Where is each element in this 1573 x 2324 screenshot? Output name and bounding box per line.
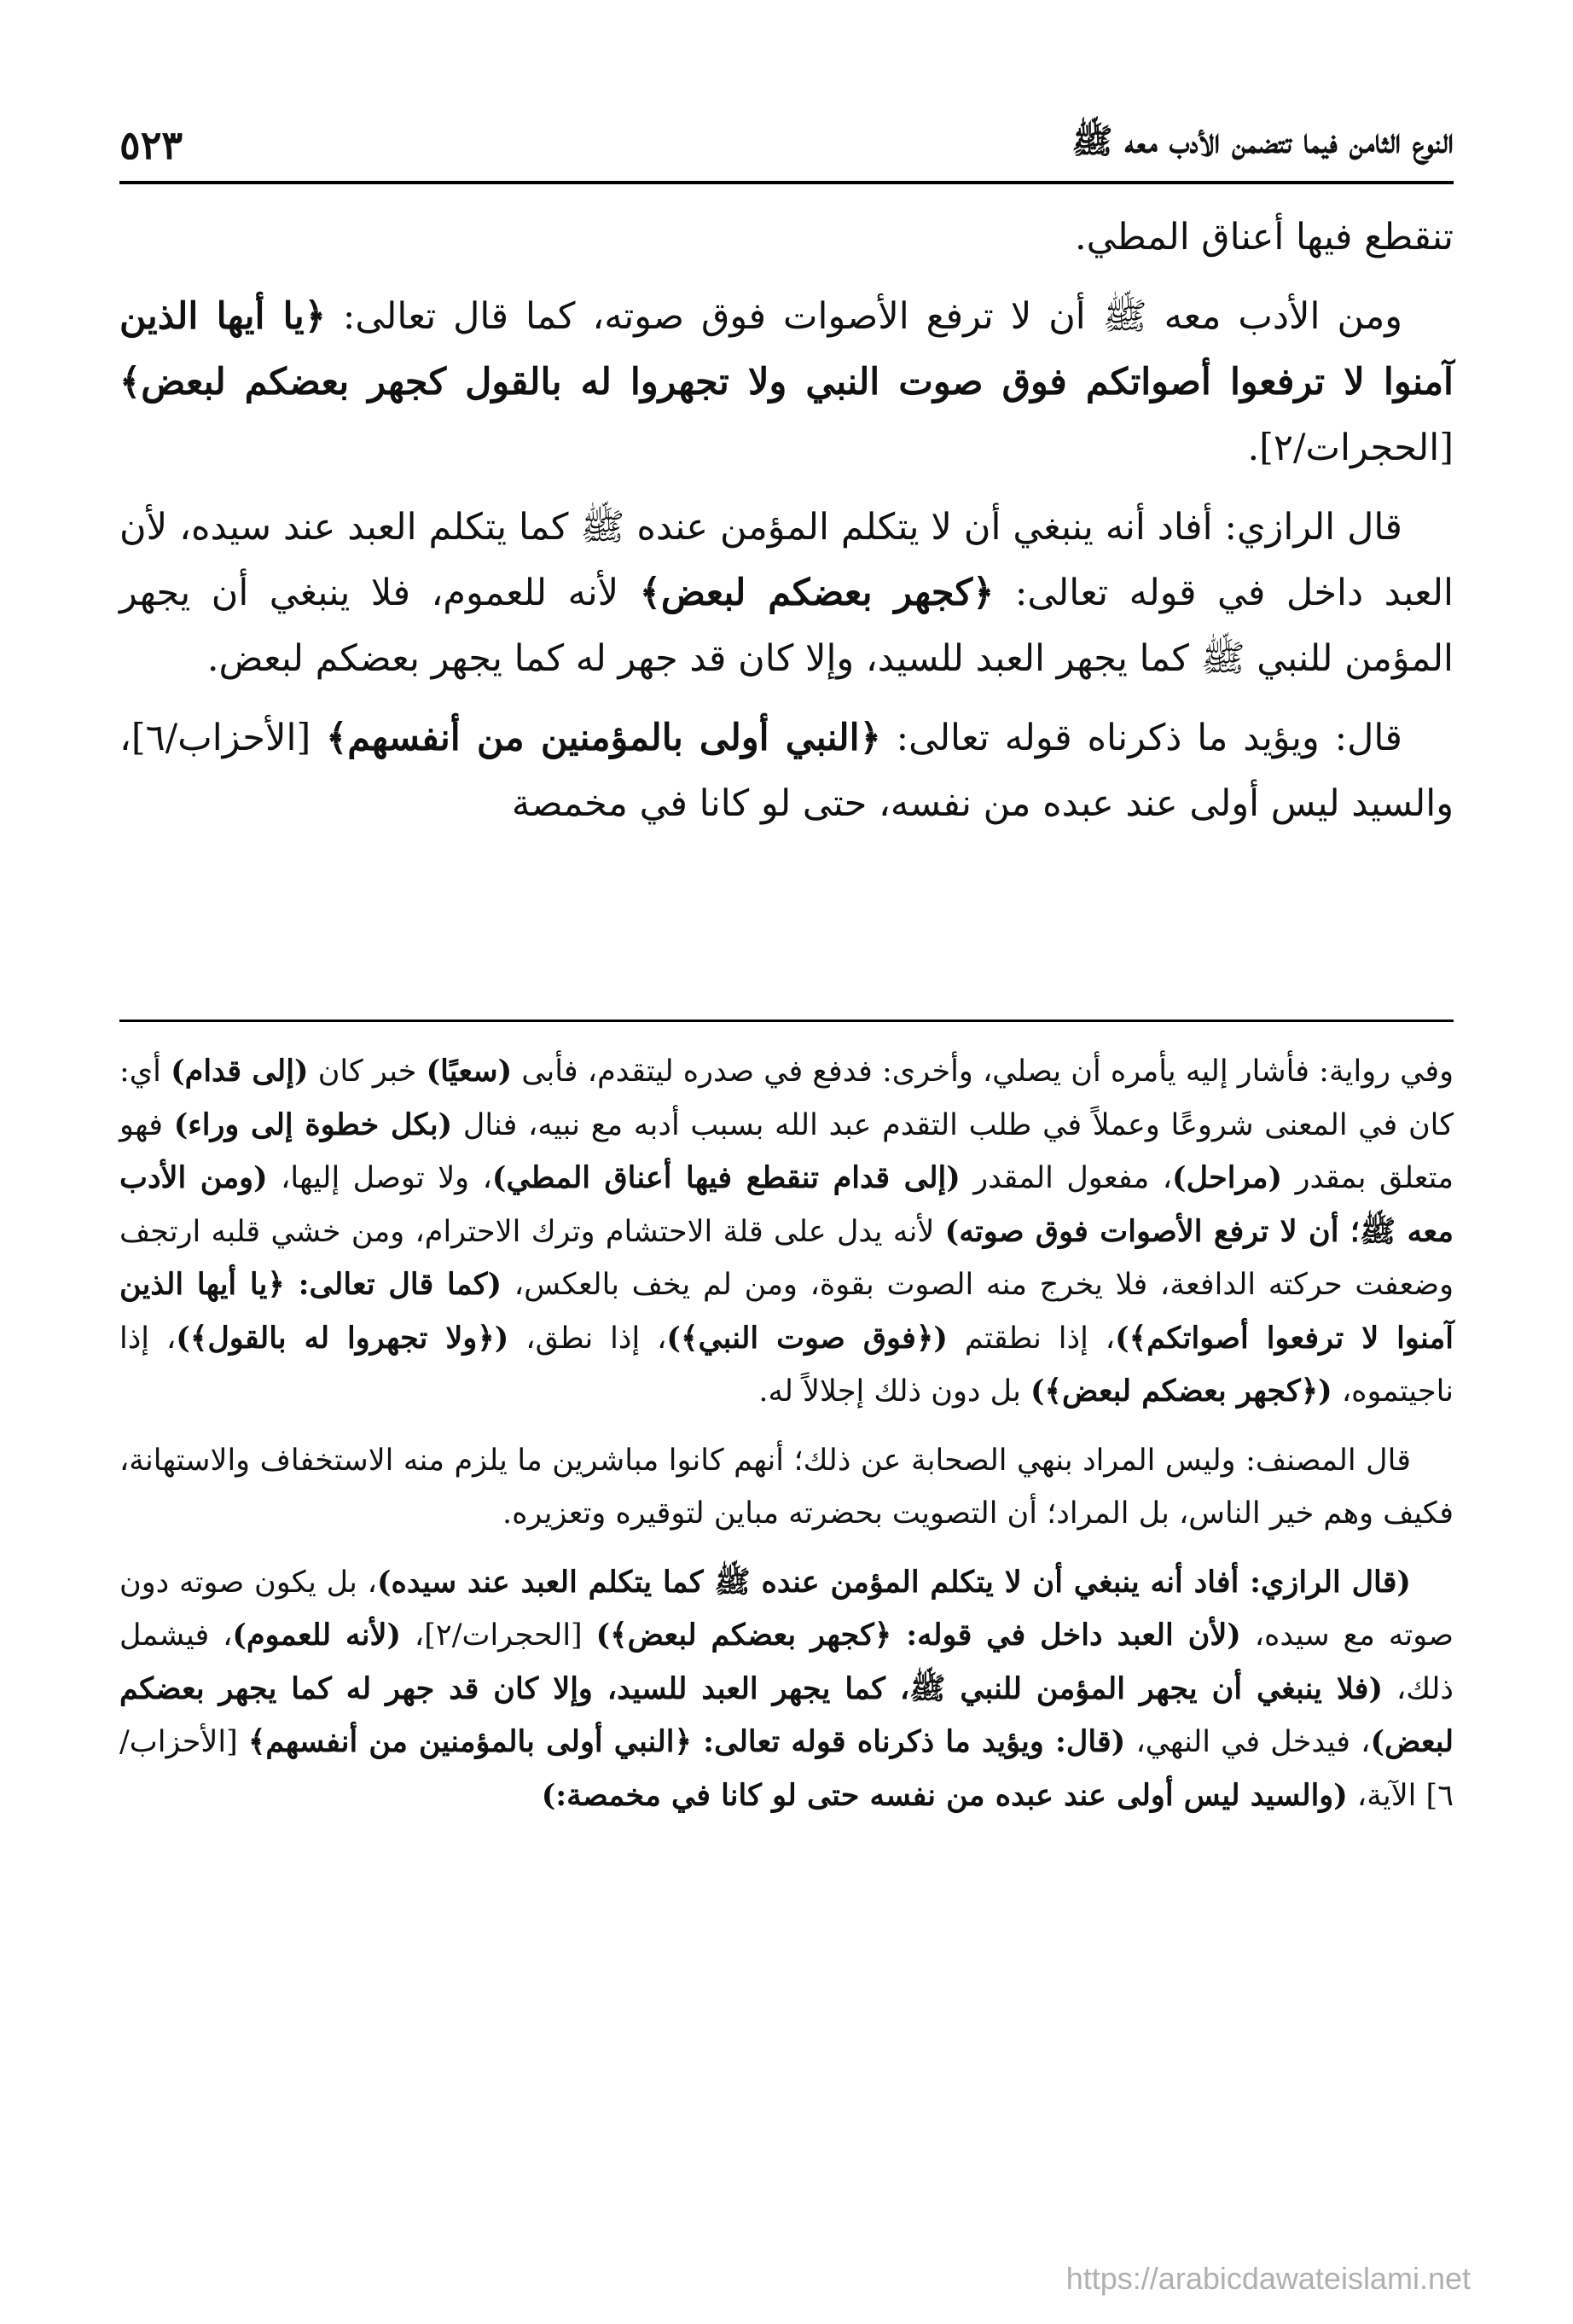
quran-verse: ﴿يا أيها الذين آمنوا لا ترفعوا أصواتكم فوق صوت النبي ولا تجهروا له بالقول كجهر بعضكم لبعض﴾ — [119, 295, 1454, 404]
running-header — [119, 115, 1454, 175]
main-text — [119, 205, 1454, 851]
paragraph-1: تنقطع فيها أعناق المطي. — [1074, 216, 1454, 259]
paragraph-4: قال: ويؤيد ما ذكرناه قوله تعالى: ﴿النبي أولى بالمؤمنين من أنفسهم﴾ [الأحزاب/٦]، والسيد ليس أولى عند عبده من نفسه، حتى لو كانا في مخمصة — [119, 717, 1454, 825]
commentary-text — [119, 1045, 1454, 1838]
header-rule — [119, 181, 1454, 184]
quran-verse: ﴿كجهر بعضكم لبعض﴾ — [639, 572, 995, 614]
chapter-title: النوع الثامن فيما تتضمن الأدب معه ﷺ — [1071, 121, 1454, 161]
commentary-paragraph-3: (قال الرازي: أفاد أنه ينبغي أن لا يتكلم المؤمن عنده ﷺ كما يتكلم العبد عند سيده)، بل يكون صوته دون صوته مع سيده، (لأن العبد داخل في قوله: ﴿كجهر بعضكم لبعض﴾) [الحجرات/٢]، (لأنه للعموم)، فيشمل ذلك، (فلا ينبغي أن يجهر المؤمن للنبي ﷺ، كما يجهر العبد للسيد، وإلا كان قد جهر له كما يجهر بعضكم لبعض)، فيدخل في النهي، (قال: ويؤيد ما ذكرناه قوله تعالى: ﴿النبي أولى بالمؤمنين من أنفسهم﴾ [الأحزاب/٦] الآية، (والسيد ليس أولى عند عبده من نفسه حتى لو كانا في مخمصة:) — [119, 1564, 1454, 1813]
paragraph-3: قال الرازي: أفاد أنه ينبغي أن لا يتكلم المؤمن عنده ﷺ كما يتكلم العبد عند سيده، لأن العبد داخل في قوله تعالى: ﴿كجهر بعضكم لبعض﴾ لأنه للعموم، فلا ينبغي أن يجهر المؤمن للنبي ﷺ كما يجهر العبد للسيد، وإلا كان قد جهر له كما يجهر بعضكم لبعض. — [119, 506, 1454, 680]
paragraph-2: ومن الأدب معه ﷺ أن لا ترفع الأصوات فوق صوته، كما قال تعالى: ﴿يا أيها الذين آمنوا لا ترفعوا أصواتكم فوق صوت النبي ولا تجهروا له بالقول كجهر بعضكم لبعض﴾ [الحجرات/٢]. — [119, 295, 1454, 469]
watermark-url: https://arabicdawateislami.net — [1065, 2261, 1471, 2296]
quran-verse: ﴿النبي أولى بالمؤمنين من أنفسهم﴾ — [326, 717, 881, 759]
footnote-separator — [119, 1020, 1454, 1022]
commentary-paragraph-1: وفي رواية: فأشار إليه يأمره أن يصلي، وأخرى: فدفع في صدره ليتقدم، فأبى (سعيًا) خبر كان (إلى قدام) أي: كان في المعنى شروعًا وعملاً في طلب التقدم عبد الله بسبب أدبه مع نبيه، فنال (بكل خطوة إلى وراء) فهو متعلق بمقدر (مراحل)، مفعول المقدر (إلى قدام تنقطع فيها أعناق المطي)، ولا توصل إليها، (ومن الأدب معه ﷺ؛ أن لا ترفع الأصوات فوق صوته) لأنه يدل على قلة الاحتشام وترك الاحترام، ومن خشي قلبه ارتجف وضعفت حركته الدافعة، فلا يخرج منه الصوت بقوة، ومن لم يخف بالعكس، (كما قال تعالى: ﴿يا أيها الذين آمنوا لا ترفعوا أصواتكم﴾)، إذا نطقتم (﴿فوق صوت النبي﴾)، إذا نطق، (﴿ولا تجهروا له بالقول﴾)، إذا ناجيتموه، (﴿كجهر بعضكم لبعض﴾) بل دون ذلك إجلالاً له. — [119, 1054, 1454, 1409]
commentary-paragraph-2: قال المصنف: وليس المراد بنهي الصحابة عن ذلك؛ أنهم كانوا مباشرين ما يلزم منه الاستخفاف والاستهانة، فكيف وهم خير الناس، بل المراد؛ أن التصويت بحضرته مباين لتوقيره وتعزيره. — [119, 1443, 1454, 1531]
page-number: ٥٢٣ — [119, 122, 183, 168]
